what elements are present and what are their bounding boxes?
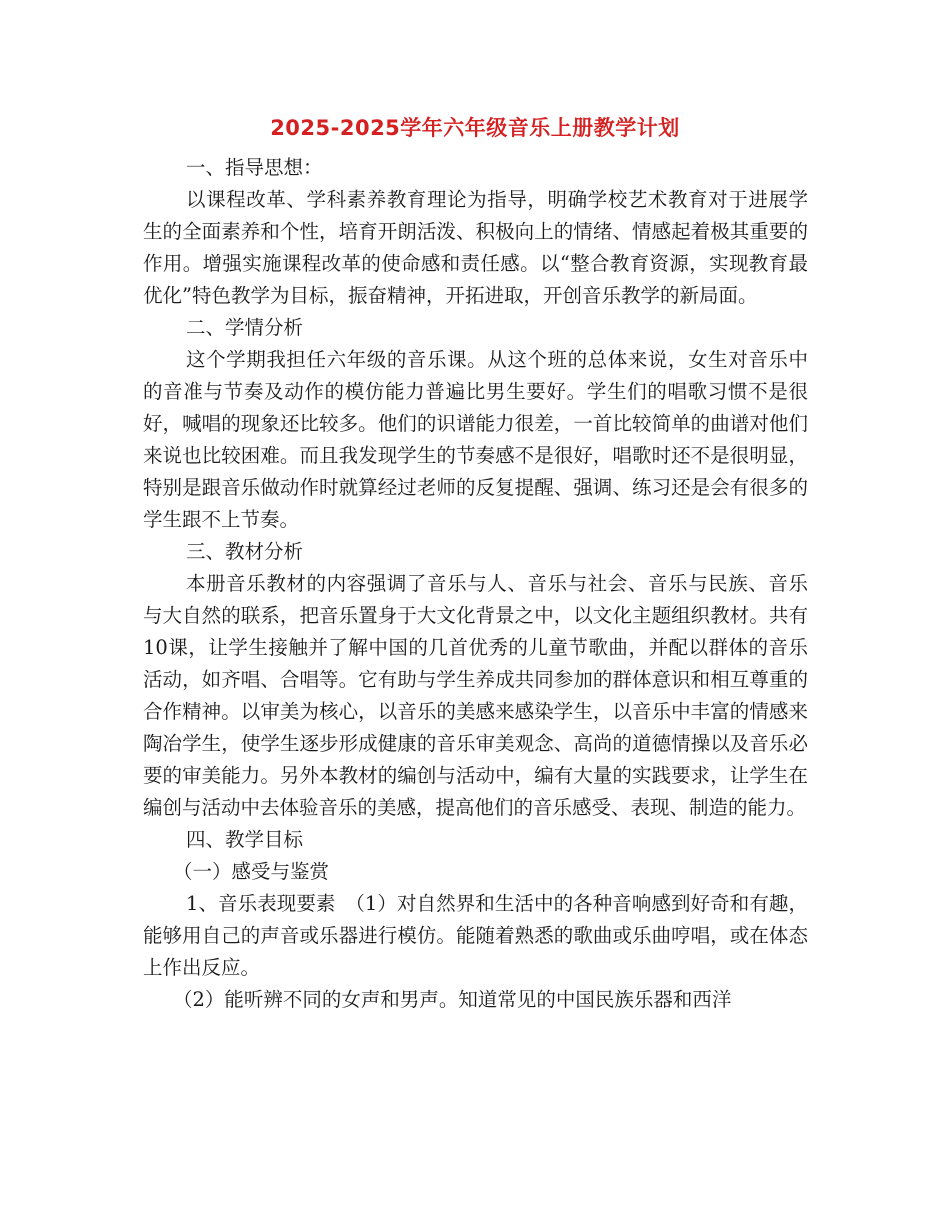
section-heading-textbook-analysis: 三、教材分析 (186, 540, 304, 563)
subheading-appreciation: （一）感受与鉴赏 (173, 860, 330, 883)
section-heading-student-analysis: 二、学情分析 (186, 316, 304, 339)
document-title: 2025-2025学年六年级音乐上册教学计划 (270, 116, 680, 140)
paragraph-voice-distinction: （2）能听辨不同的女声和男声。知道常见的中国民族乐器和西洋 (173, 988, 732, 1011)
paragraph-guiding-thought: 以课程改革、学科素养教育理论为指导，明确学校艺术教育对于进展学生的全面素养和个性，培育开朗活泼、积极向上的情绪、情感起着极其重要的作用。增强实施课程改革的使命感和责任感。以“整合教育资源，实现教育最优化”特色教学为目标，振奋精神，开拓进取，开创音乐教学的新局面。 (143, 188, 808, 307)
paragraph-textbook-analysis: 本册音乐教材的内容强调了音乐与人、音乐与社会、音乐与民族、音乐与大自然的联系，把音乐置身于大文化背景之中，以文化主题组织教材。共有10课，让学生接触并了解中国的几首优秀的儿童节歌曲，并配以群体的音乐活动，如齐唱、合唱等。它有助与学生养成共同参加的群体意识和相互尊重的合作精神。以审美为核心，以音乐的美感来感染学生，以音乐中丰富的情感来陶冶学生，使学生逐步形成健康的音乐审美观念、高尚的道德情操以及音乐必要的审美能力。另外本教材的编创与活动中，编有大量的实践要求，让学生在编创与活动中去体验音乐的美感，提高他们的音乐感受、表现、制造的能力。 (143, 572, 808, 819)
paragraph-student-analysis: 这个学期我担任六年级的音乐课。从这个班的总体来说，女生对音乐中的音准与节奏及动作的模仿能力普遍比男生要好。学生们的唱歌习惯不是很好，喊唱的现象还比较多。他们的识谱能力很差，一首比较简单的曲谱对他们来说也比较困难。而且我发现学生的节奏感不是很好，唱歌时还不是很明显，特别是跟音乐做动作时就算经过老师的反复提醒、强调、练习还是会有很多的学生跟不上节奏。 (143, 348, 808, 531)
section-heading-teaching-goals: 四、教学目标 (186, 828, 304, 851)
section-heading-guiding-thought: 一、指导思想： (186, 156, 323, 179)
document-body (143, 152, 808, 1016)
paragraph-music-elements: 1、音乐表现要素 （1）对自然界和生活中的各种音响感到好奇和有趣，能够用自己的声音或乐器进行模仿。能随着熟悉的歌曲或乐曲哼唱，或在体态上作出反应。 (143, 892, 808, 979)
